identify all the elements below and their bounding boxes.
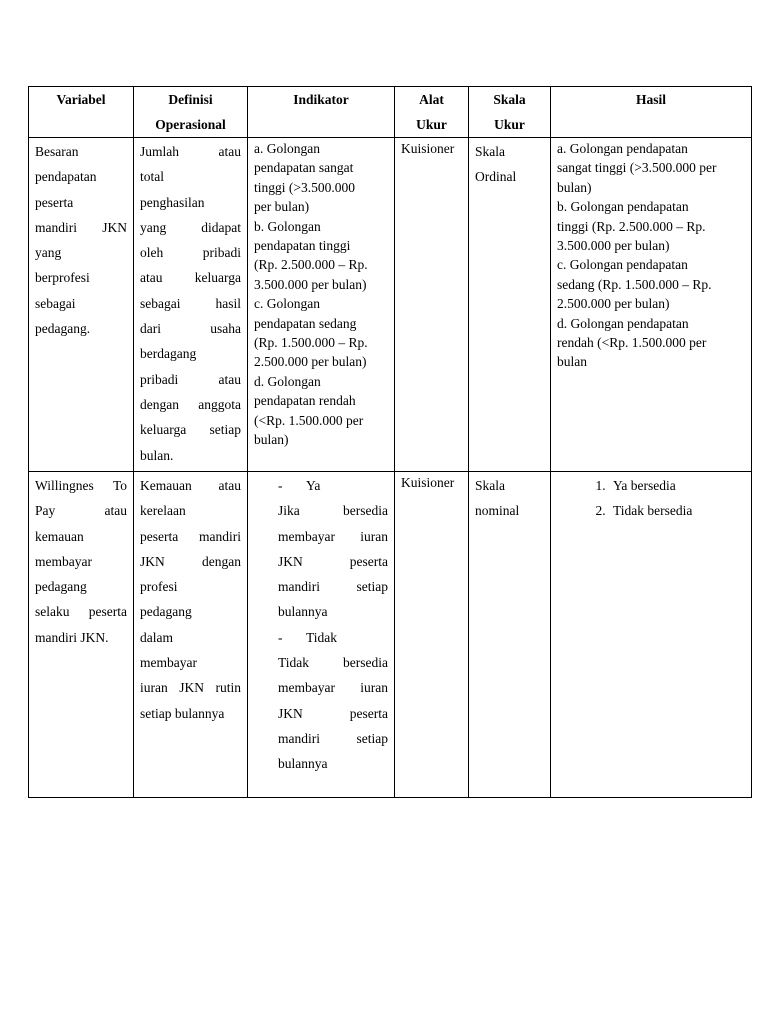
- header-row: [29, 87, 752, 138]
- dash-bullet: -: [278, 478, 283, 493]
- operational-definition-table: [28, 86, 752, 798]
- row2-variabel: Willingnes To Pay atau kemauan membayar pedagang selaku peserta mandiri JKN.: [29, 472, 134, 798]
- header-indikator: Indikator: [248, 87, 395, 138]
- indikator-tidak-item: - Tidak: [254, 625, 388, 650]
- list-item: 1. Ya bersedia: [609, 473, 745, 498]
- row1-hasil: a. Golongan pendapatan sangat tinggi (>3.500.000 per bulan) b. Golongan pendapatan tinggi (Rp. 2.500.000 – Rp. 3.500.000 per bulan) c. Golongan pendapatan sedang (Rp. 1.500.000 – Rp. 2.500.000 per bulan) d. Golongan pendapatan rendah (<Rp. 1.500.000 per bulan: [551, 138, 752, 472]
- row2-definisi: Kemauan atau kerelaan peserta mandiri JKN dengan profesi pedagang dalam membayar iuran JKN rutin setiap bulannya: [134, 472, 248, 798]
- row1-skala-ukur: Skala Ordinal: [469, 138, 551, 472]
- indikator-ya-item: - Ya: [254, 473, 388, 498]
- hasil-list: [557, 473, 745, 524]
- row1-variabel: Besaran pendapatan peserta mandiri JKN yang berprofesi sebagai pedagang.: [29, 138, 134, 472]
- row2-skala-ukur: Skala nominal: [469, 472, 551, 798]
- header-hasil: Hasil: [551, 87, 752, 138]
- row1-alat-ukur: Kuisioner: [395, 138, 469, 472]
- row2-hasil: [551, 472, 752, 798]
- row1-definisi: Jumlah atau total penghasilan yang didapat oleh pribadi atau keluarga sebagai hasil dari usaha berdagang pribadi atau dengan anggota keluarga setiap bulan.: [134, 138, 248, 472]
- row1-indikator: a. Golongan pendapatan sangat tinggi (>3.500.000 per bulan) b. Golongan pendapatan tinggi (Rp. 2.500.000 – Rp. 3.500.000 per bulan) c. Golongan pendapatan sedang (Rp. 1.500.000 – Rp. 2.500.000 per bulan) d. Golongan pendapatan rendah (<Rp. 1.500.000 per bulan): [248, 138, 395, 472]
- dash-bullet: -: [278, 629, 283, 645]
- table-row: [29, 472, 752, 798]
- header-skala-ukur: Skala Ukur: [469, 87, 551, 138]
- table-row: [29, 138, 752, 472]
- list-item: 2. Tidak bersedia: [609, 498, 745, 523]
- row2-indikator: - Ya Jika bersedia membayar iuran JKN peserta mandiri setiap bulannya - Tidak Tidak bersedia membayar iuran JKN peserta mandiri setiap bulannya: [248, 472, 395, 798]
- header-alat-ukur: Alat Ukur: [395, 87, 469, 138]
- row2-alat-ukur: Kuisioner: [395, 472, 469, 798]
- header-variabel: Variabel: [29, 87, 134, 138]
- header-definisi-operasional: Definisi Operasional: [134, 87, 248, 138]
